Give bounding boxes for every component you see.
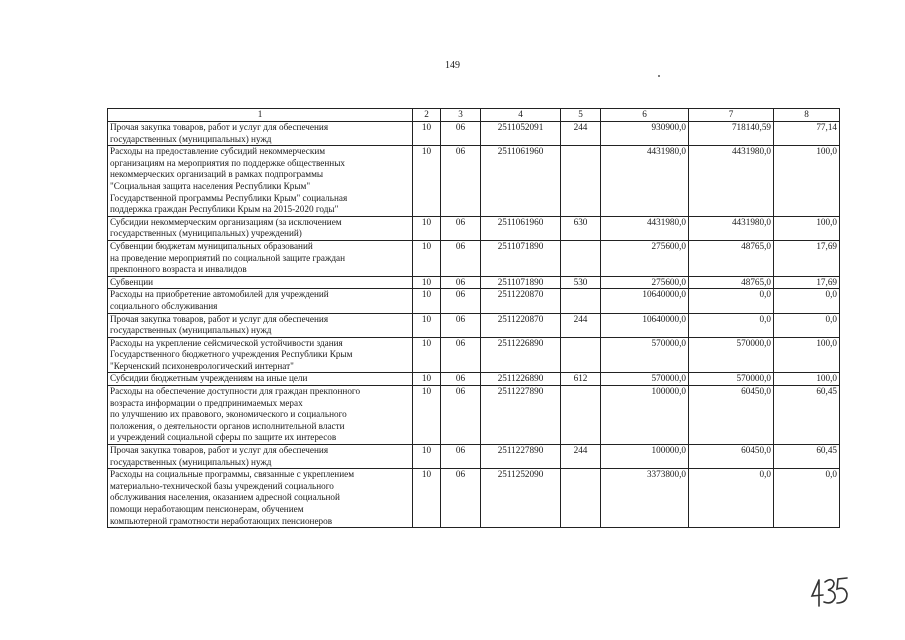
cell-description xyxy=(108,122,413,146)
cell-section: 10 xyxy=(413,122,441,146)
cell-planned: 4431980,0 xyxy=(601,146,689,217)
cell-subsection: 06 xyxy=(441,289,481,313)
cell-expense-type: 244 xyxy=(561,445,601,469)
table-row xyxy=(108,122,840,146)
table-row xyxy=(108,289,840,313)
cell-planned: 10640000,0 xyxy=(601,289,689,313)
cell-section: 10 xyxy=(413,386,441,445)
cell-expense-type: 530 xyxy=(561,276,601,289)
cell-subsection: 06 xyxy=(441,386,481,445)
description-text: Расходы на укрепление сейсмической устойчивости здания Государственного бюджетного учреждения Республики Крым "Керченский психоневрологический интернат" xyxy=(110,337,353,371)
column-header: 7 xyxy=(689,109,774,122)
cell-section: 10 xyxy=(413,276,441,289)
table-row xyxy=(108,386,840,445)
cell-subsection: 06 xyxy=(441,216,481,240)
cell-executed: 0,0 xyxy=(689,313,774,337)
cell-target-article: 2511226890 xyxy=(481,337,561,373)
cell-subsection: 06 xyxy=(441,122,481,146)
cell-section: 10 xyxy=(413,373,441,386)
cell-planned: 930900,0 xyxy=(601,122,689,146)
cell-description xyxy=(108,337,413,373)
cell-expense-type xyxy=(561,146,601,217)
cell-expense-type xyxy=(561,289,601,313)
cell-section: 10 xyxy=(413,240,441,276)
cell-subsection: 06 xyxy=(441,313,481,337)
handwritten-folio-number xyxy=(810,572,850,612)
cell-percent: 17,69 xyxy=(774,276,840,289)
cell-planned: 570000,0 xyxy=(601,373,689,386)
description-text: Субвенции бюджетам муниципальных образований на проведение мероприятий по социальной защите граждан прекпонного возраста и инвалидов xyxy=(110,240,345,275)
cell-subsection: 06 xyxy=(441,337,481,373)
cell-planned: 100000,0 xyxy=(601,445,689,469)
cell-expense-type: 612 xyxy=(561,373,601,386)
cell-description xyxy=(108,373,413,386)
cell-percent: 0,0 xyxy=(774,313,840,337)
cell-expense-type xyxy=(561,337,601,373)
cell-planned: 570000,0 xyxy=(601,337,689,373)
cell-description xyxy=(108,146,413,217)
description-text: Прочая закупка товаров, работ и услуг для обеспечения государственных (муниципальных) нужд xyxy=(110,313,329,336)
description-text: Расходы на приобретение автомобилей для учреждений социального обслуживания xyxy=(110,289,329,311)
description-text: Субвенции xyxy=(110,276,154,287)
page-number: 149 xyxy=(445,60,460,71)
header-row xyxy=(108,109,840,122)
cell-section: 10 xyxy=(413,337,441,373)
cell-target-article: 2511061960 xyxy=(481,216,561,240)
description-text: Субсидии некоммерческим организациям (за исключением государственных (муниципальных) учреждений) xyxy=(110,216,342,239)
cell-expense-type xyxy=(561,469,601,528)
cell-executed: 0,0 xyxy=(689,469,774,528)
cell-percent: 0,0 xyxy=(774,469,840,528)
description-text: Субсидии бюджетным учреждениям на иные цели xyxy=(110,373,308,384)
table-row xyxy=(108,146,840,217)
cell-description xyxy=(108,445,413,469)
cell-executed: 4431980,0 xyxy=(689,216,774,240)
description-text: Расходы на обеспечение доступности для граждан прекпонного возраста информации о предпринимаемых мерах по улучшению их правового, экономического и социального положения, о деятельности органов исполнительной власти и учреждений социальной сферы по защите их интересов xyxy=(110,386,361,443)
scan-speck xyxy=(658,75,660,77)
cell-expense-type: 244 xyxy=(561,313,601,337)
cell-description xyxy=(108,469,413,528)
cell-executed: 4431980,0 xyxy=(689,146,774,217)
table-row xyxy=(108,240,840,276)
cell-description xyxy=(108,386,413,445)
cell-executed: 48765,0 xyxy=(689,240,774,276)
cell-percent: 100,0 xyxy=(774,146,840,217)
cell-executed: 570000,0 xyxy=(689,337,774,373)
cell-planned: 275600,0 xyxy=(601,240,689,276)
cell-description xyxy=(108,289,413,313)
table-row xyxy=(108,276,840,289)
cell-percent: 100,0 xyxy=(774,373,840,386)
cell-percent: 60,45 xyxy=(774,445,840,469)
cell-expense-type: 244 xyxy=(561,122,601,146)
cell-executed: 0,0 xyxy=(689,289,774,313)
table-row xyxy=(108,373,840,386)
cell-executed: 60450,0 xyxy=(689,445,774,469)
column-header: 5 xyxy=(561,109,601,122)
cell-target-article: 2511071890 xyxy=(481,276,561,289)
cell-expense-type: 630 xyxy=(561,216,601,240)
cell-subsection: 06 xyxy=(441,373,481,386)
cell-expense-type xyxy=(561,240,601,276)
cell-planned: 10640000,0 xyxy=(601,313,689,337)
cell-target-article: 2511052091 xyxy=(481,122,561,146)
description-text: Расходы на социальные программы, связанные с укреплением материально-технической базы учреждений социального обслуживания населения, оказанием адресной социальной помощи неработающим пенсионерам, обучением компьютерной грамотности неработающих пенсионеров xyxy=(110,469,355,526)
cell-subsection: 06 xyxy=(441,469,481,528)
column-header: 2 xyxy=(413,109,441,122)
cell-subsection: 06 xyxy=(441,276,481,289)
cell-percent: 100,0 xyxy=(774,337,840,373)
column-header: 6 xyxy=(601,109,689,122)
cell-section: 10 xyxy=(413,146,441,217)
cell-description xyxy=(108,313,413,337)
cell-subsection: 06 xyxy=(441,445,481,469)
cell-planned: 275600,0 xyxy=(601,276,689,289)
cell-target-article: 2511061960 xyxy=(481,146,561,217)
cell-target-article: 2511220870 xyxy=(481,313,561,337)
table-row xyxy=(108,337,840,373)
cell-section: 10 xyxy=(413,216,441,240)
cell-percent: 0,0 xyxy=(774,289,840,313)
cell-percent: 60,45 xyxy=(774,386,840,445)
cell-description xyxy=(108,276,413,289)
description-text: Прочая закупка товаров, работ и услуг для обеспечения государственных (муниципальных) нужд xyxy=(110,122,329,144)
column-header: 1 xyxy=(108,109,413,122)
cell-percent: 17,69 xyxy=(774,240,840,276)
column-header: 8 xyxy=(774,109,840,122)
cell-target-article: 2511227890 xyxy=(481,445,561,469)
table-row xyxy=(108,216,840,240)
cell-planned: 3373800,0 xyxy=(601,469,689,528)
cell-planned: 100000,0 xyxy=(601,386,689,445)
cell-target-article: 2511220870 xyxy=(481,289,561,313)
table-row xyxy=(108,445,840,469)
description-text: Расходы на предоставление субсидий некоммерческим организациям на мероприятия по поддержке общественных некоммерческих организаций в рамках подпрограммы "Социальная защита населения Республики Крым" Государственной программы Республики Крым" социальная поддержка граждан Республики Крым на 2015-2020 годы" xyxy=(110,146,348,215)
cell-section: 10 xyxy=(413,313,441,337)
cell-percent: 77,14 xyxy=(774,122,840,146)
table-row xyxy=(108,469,840,528)
cell-expense-type xyxy=(561,386,601,445)
cell-target-article: 2511071890 xyxy=(481,240,561,276)
cell-executed: 718140,59 xyxy=(689,122,774,146)
description-text: Прочая закупка товаров, работ и услуг для обеспечения государственных (муниципальных) нужд xyxy=(110,445,329,467)
cell-subsection: 06 xyxy=(441,240,481,276)
budget-table xyxy=(107,108,840,528)
table-row xyxy=(108,313,840,337)
column-header: 3 xyxy=(441,109,481,122)
cell-section: 10 xyxy=(413,289,441,313)
cell-section: 10 xyxy=(413,469,441,528)
cell-planned: 4431980,0 xyxy=(601,216,689,240)
cell-section: 10 xyxy=(413,445,441,469)
cell-percent: 100,0 xyxy=(774,216,840,240)
cell-executed: 48765,0 xyxy=(689,276,774,289)
cell-executed: 60450,0 xyxy=(689,386,774,445)
cell-target-article: 2511227890 xyxy=(481,386,561,445)
cell-description xyxy=(108,240,413,276)
column-header: 4 xyxy=(481,109,561,122)
cell-description xyxy=(108,216,413,240)
cell-target-article: 2511252090 xyxy=(481,469,561,528)
cell-target-article: 2511226890 xyxy=(481,373,561,386)
cell-subsection: 06 xyxy=(441,146,481,217)
cell-executed: 570000,0 xyxy=(689,373,774,386)
